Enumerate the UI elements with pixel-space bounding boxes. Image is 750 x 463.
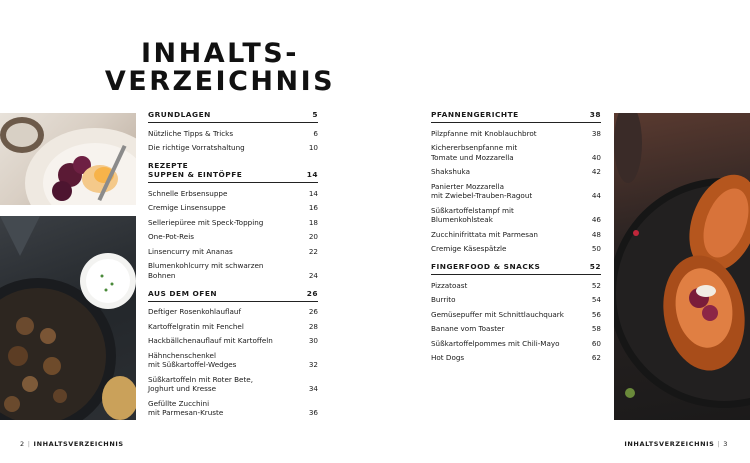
toc-entry xyxy=(431,126,601,141)
entry-page: 46 xyxy=(591,215,601,224)
toc-section-pfannengerichte xyxy=(431,110,601,256)
section-title: AUS DEM OFEN xyxy=(148,288,218,298)
toc-entry xyxy=(431,293,601,308)
entry-label: Gefüllte Zucchini mit Parmesan-Kruste xyxy=(148,398,224,417)
toc-section-header xyxy=(148,161,318,183)
entry-page: 28 xyxy=(308,321,318,331)
entry-page: 30 xyxy=(308,336,318,345)
toc-left-column xyxy=(148,110,318,426)
mushroom-pan-photo xyxy=(0,216,136,420)
entry-page: 34 xyxy=(308,384,318,393)
section-page: 26 xyxy=(306,288,318,298)
entry-label: Hackbällchenauflauf mit Kartoffeln xyxy=(148,336,273,345)
toc-section-suppen xyxy=(148,161,318,283)
toc-entry xyxy=(148,126,318,141)
section-title: REZEPTE SUPPEN & EINTÖPFE xyxy=(148,161,243,179)
toc-entry xyxy=(431,179,601,203)
entry-page: 22 xyxy=(308,246,318,256)
toc-right-column xyxy=(431,110,601,371)
entry-page: 32 xyxy=(308,360,318,369)
entry-page: 54 xyxy=(591,295,601,304)
entry-label: Burrito xyxy=(431,295,456,304)
entry-label: Cremige Käsespätzle xyxy=(431,244,507,253)
entry-page: 36 xyxy=(308,408,318,417)
toc-entry xyxy=(148,334,318,349)
section-title: FINGERFOOD & SNACKS xyxy=(431,262,541,271)
toc-entry xyxy=(148,186,318,201)
entry-label: Schnelle Erbsensuppe xyxy=(148,188,228,198)
section-page: 38 xyxy=(589,110,601,119)
entry-label: Pizzatoast xyxy=(431,280,468,290)
toc-entry xyxy=(148,348,318,372)
entry-page: 62 xyxy=(591,353,601,362)
entry-page: 58 xyxy=(591,324,601,333)
toc-entry xyxy=(148,230,318,245)
toc-section-header xyxy=(431,110,601,123)
entry-label: Süßkartoffelstampf mit Blumenkohlsteak xyxy=(431,205,514,224)
toc-entry xyxy=(431,278,601,293)
entry-label: One-Pot-Reis xyxy=(148,232,194,241)
entry-page: 42 xyxy=(591,167,601,176)
footer-separator: | xyxy=(27,440,31,448)
entry-page: 40 xyxy=(591,152,601,162)
entry-label: Hot Dogs xyxy=(431,353,465,362)
entry-label: Kartoffelgratin mit Fenchel xyxy=(148,321,244,331)
title-line-1: INHALTS- xyxy=(141,38,299,69)
toc-entry xyxy=(431,307,601,322)
footer-label: INHALTSVERZEICHNIS xyxy=(33,440,124,448)
toc-section-grundlagen xyxy=(148,110,318,155)
toc-entry xyxy=(148,372,318,396)
toc-entry xyxy=(431,227,601,242)
entry-page: 38 xyxy=(591,128,601,138)
footer-left xyxy=(20,440,124,448)
toc-section-header xyxy=(148,110,318,123)
page-title xyxy=(90,40,350,96)
entry-page: 48 xyxy=(591,229,601,239)
section-title: GRUNDLAGEN xyxy=(148,110,211,119)
toc-entry xyxy=(148,319,318,334)
entry-label: Pilzpfanne mit Knoblauchbrot xyxy=(431,128,537,138)
entry-page: 56 xyxy=(591,309,601,319)
entry-label: Nützliche Tipps & Tricks xyxy=(148,128,234,138)
toc-entry xyxy=(148,244,318,259)
toc-entry xyxy=(431,242,601,257)
toc-entry xyxy=(431,351,601,366)
toc-section-header xyxy=(148,289,318,302)
entry-label: Gemüsepuffer mit Schnittlauchquark xyxy=(431,309,564,319)
entry-page: 24 xyxy=(308,270,318,280)
toc-entry xyxy=(148,201,318,216)
beetroot-dish-photo xyxy=(0,113,136,205)
toc-section-fingerfood xyxy=(431,262,601,365)
toc-entry xyxy=(148,259,318,283)
entry-page: 60 xyxy=(591,338,601,348)
entry-label: Panierter Mozzarella mit Zwiebel-Trauben-Ragout xyxy=(431,181,533,200)
sweet-potato-photo xyxy=(614,113,750,420)
entry-page: 20 xyxy=(308,232,318,241)
entry-page: 26 xyxy=(308,307,318,316)
entry-label: Selleriepüree mit Speck-Topping xyxy=(148,217,264,227)
entry-label: Hähnchenschenkel mit Süßkartoffel-Wedges xyxy=(148,350,237,369)
footer-separator: | xyxy=(717,440,721,448)
section-page: 14 xyxy=(306,170,318,179)
entry-label: Süßkartoffelpommes mit Chili-Mayo xyxy=(431,338,560,348)
entry-page: 44 xyxy=(591,191,601,200)
toc-section-header xyxy=(431,262,601,275)
section-title: PFANNENGERICHTE xyxy=(431,110,519,119)
entry-label: Banane vom Toaster xyxy=(431,324,505,333)
toc-entry xyxy=(431,203,601,227)
title-line-2: VERZEICHNIS xyxy=(104,66,336,97)
entry-label: Kichererbsenpfanne mit Tomate und Mozzarella xyxy=(431,143,518,162)
entry-label: Zucchinifrittata mit Parmesan xyxy=(431,229,538,239)
toc-entry xyxy=(431,336,601,351)
entry-label: Shakshuka xyxy=(431,167,470,176)
entry-label: Süßkartoffeln mit Roter Bete, Joghurt und Kresse xyxy=(148,374,253,393)
entry-page: 52 xyxy=(591,280,601,290)
toc-entry xyxy=(148,141,318,156)
toc-entry xyxy=(431,165,601,180)
footer-page-number: 3 xyxy=(723,440,728,448)
entry-page: 18 xyxy=(308,217,318,227)
toc-entry xyxy=(148,396,318,420)
entry-page: 16 xyxy=(308,203,318,212)
toc-entry xyxy=(431,141,601,165)
toc-entry xyxy=(431,322,601,337)
entry-page: 50 xyxy=(591,244,601,253)
toc-entry xyxy=(148,305,318,320)
footer-page-number: 2 xyxy=(20,440,25,448)
toc-entry xyxy=(148,215,318,230)
entry-label: Deftiger Rosenkohlauflauf xyxy=(148,307,242,316)
entry-page: 10 xyxy=(308,143,318,152)
entry-page: 6 xyxy=(313,128,318,138)
entry-page: 14 xyxy=(308,188,318,198)
footer-right xyxy=(624,440,728,448)
footer-label: INHALTSVERZEICHNIS xyxy=(624,440,715,448)
entry-label: Cremige Linsensuppe xyxy=(148,203,226,212)
entry-label: Die richtige Vorratshaltung xyxy=(148,143,245,152)
section-page: 52 xyxy=(589,262,601,271)
toc-section-ofen xyxy=(148,289,318,421)
section-page: 5 xyxy=(312,110,318,119)
entry-label: Blumenkohlcurry mit schwarzen Bohnen xyxy=(148,261,264,280)
entry-label: Linsencurry mit Ananas xyxy=(148,246,233,256)
